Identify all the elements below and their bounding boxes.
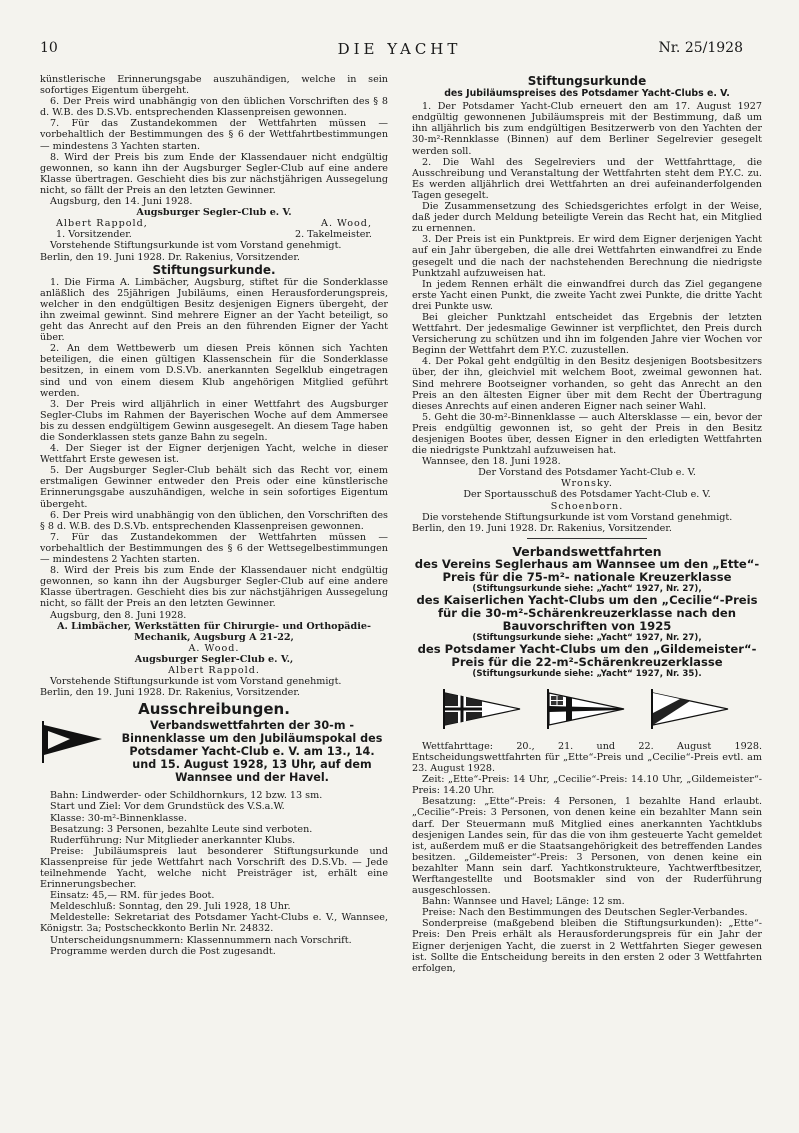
date-line: Augsburg, den 14. Juni 1928. [50,196,193,208]
signature: Schoenborn. [550,500,624,512]
board-line: Der Vorstand des Potsdamer Yacht-Club e. V. [478,467,696,479]
paragraph: 7. Für das Zustandekommen der Wettfahrten müssen — vorbehaltlich der Bestimmungen des § 6 der Wettfahrtbestimmungen — mindestens 3 Yachten starten. [40,118,388,152]
signature-roles [40,229,388,240]
paragraph: 2. Die Wahl des Segelreviers und der Wettfahrttage, die Ausschreibung und Veranstaltung der Wettfahrten steht dem P.Y.C. zu. Es werden alljährlich drei Wettfahrten an drei aufeinanderfolgenden Tagen gesegelt. [412,156,762,201]
paragraph: 5. Geht die 30-m²-Binnenklasse — auch Altersklasse — ein, bevor der Preis endgültig gewonnen ist, so geht der Preis in den Besitz desjenigen Bootes über, dessen Eigner in den erledigten Wettfahrten die niedrigste Punktzahl aufzuweisen hat. [412,411,762,457]
date-line: Wannsee, den 18. Juni 1928. [422,456,561,468]
divider [527,538,647,539]
section-heading: Stiftungsurkunde. [152,262,276,277]
paragraph: 3. Der Preis wird alljährlich in einer Wettfahrt des Augsburger Segler-Clubs im Rahmen der Bayerischen Woche auf dem Ammersee bis zu dessen endgültigem Gewinn ausgesegelt. An diesem Tage haben die Sonderklassen stets ganze Bahn zu segeln. [40,398,388,443]
club-name: Augsburger Segler-Club e. V. [136,207,292,219]
firm-name: A. Limbächer, Werkstätten für Chirurgie- und Orthopädie-Mechanik, Augsburg A 21-22, [57,620,371,643]
announcement-item: Unterscheidungsnummern: Klassennummern nach Vorschrift. [50,934,352,946]
approval-note: Die vorstehende Stiftungsurkunde ist vom Vorstand genehmigt. [422,511,733,523]
race-heading: des Vereins Seglerhaus am Wannsee um den „Ette“-Preis für die 75-m²- nationale Kreuzerklasse [414,556,760,584]
page-number: 10 [40,40,58,56]
announcement-item: Einsatz: 45,— RM. für jedes Boot. [50,890,215,902]
approval-date: Berlin, den 19. Juni 1928. Dr. Rakenius, Vorsitzender. [40,687,300,699]
signature-right: A. Wood, [321,218,372,230]
approval-date: Berlin, den 19. Juni 1928. Dr. Rakenius, Vorsitzender. [40,251,300,263]
announcement-item: Preise: Nach den Bestimmungen des Deutschen Segler-Verbandes. [422,907,748,919]
announcement-item: Ruderführung: Nur Mitglieder anerkannter Klubs. [50,834,296,846]
paragraph: 4. Der Pokal geht endgültig in den Besitz desjenigen Bootsbesitzers über, der ihn, gleichviel mit welchem Boot, zweimal gewonnen hat. Sind mehrere Bootseigner vorhanden, so geht das Anrecht an den Preis an den ältesten Eigner über mit dem Recht der Übertragung dieses Anrechts auf einen anderen Eigner nach seiner Wahl. [412,356,762,412]
role-right: 2. Takelmeister. [294,229,372,241]
paragraph: 3. Der Preis ist ein Punktpreis. Er wird dem Eigner derjenigen Yacht auf ein Jahr übergeben, die alle drei Wettfahrten einwandfrei zu Ende gesegelt und die nach der nachstehenden Berechnung die niedrigste Punktzahl aufzuweisen hat. [412,234,762,279]
approval-date: Berlin, den 19. Juni 1928. Dr. Rakenius, Vorsitzender. [412,522,672,534]
paragraph: 5. Der Augsburger Segler-Club behält sich das Recht vor, einem erstmaligen Gewinner entweder den Preis oder eine künstlerische Erinnerungsgabe auszuhändigen, welche in sein sofortiges Eigentum übergeht. [40,465,388,510]
section-heading: Stiftungsurkunde [527,74,647,88]
club-name: Augsburger Segler-Club e. V., [134,653,294,665]
signature: Wronsky. [561,478,613,490]
announcement-item: Klasse: 30-m²-Binnenklasse. [50,812,187,824]
paragraph: 8. Wird der Preis bis zum Ende der Klassendauer nicht endgültig gewonnen, so kann ihn der Augsburger Segler-Club auf eine andere Klasse übertragen. Geschieht dies bis zur nächstjährigen Aussegelung nicht, so fällt der Preis an den letzten Gewinner. [40,565,388,610]
race-heading: des Potsdamer Yacht-Clubs um den „Gildemeister“-Preis für die 22-m²-Schärenkreuzerklasse [417,641,757,669]
signature-left: Albert Rappold, [56,218,148,230]
approval-note: Vorstehende Stiftungsurkunde ist vom Vorstand genehmigt. [50,676,342,688]
club-flags [412,687,762,731]
imperial-pennant-icon [546,687,628,731]
issue-number: Nr. 25/1928 [658,40,743,56]
announcement-title: Verbandswettfahrten der 30-m -Binnenklasse um den Jubiläumspokal des Potsdamer Yacht-Club e. V. am 13., 14. und 15. August 1928, 13 Uhr, auf dem Wannsee und der Havel. [121,719,383,785]
reference-note: (Stiftungsurkunde siehe: „Yacht“ 1927, Nr. 27), [472,583,702,594]
paragraph: Die Zusammensetzung des Schiedsgerichtes erfolgt in der Weise, daß jeder durch Meldung beteiligte Verein das Recht hat, ein Mitglied zu ernennen. [412,201,762,235]
paragraph: 2. An dem Wettbewerb um diesen Preis können sich Yachten beteiligen, die einen gültigen Klassenschein für die Sonderklasse besitzen, in einem vom D.S.Vb. anerkannten Segelklub eingetragen sind und von einem diesem Klub angehörigen Mitglied geführt werden. [40,343,388,399]
paragraph: 4. Der Sieger ist der Eigner derjenigen Yacht, welche in dieser Wettfahrt Erste gewesen ist. [40,443,388,466]
role-left: 1. Vorsitzender. [56,229,132,241]
reference-note: (Stiftungsurkunde siehe: „Yacht“ 1927, Nr. 35). [472,668,702,679]
announcement-header [40,719,388,784]
announcement-item: Bahn: Lindwerder- oder Schildhornkurs, 12 bzw. 13 sm. [50,790,323,802]
paragraph: 6. Der Preis wird unabhängig von den üblichen Vorschriften des § 8 d. W.B. des D.S.Vb. entsprechenden Klassenpreisen gewonnen. [40,96,388,119]
paragraph: Bei gleicher Punktzahl entscheidet das Ergebnis der letzten Wettfahrt. Der jedesmalige Gewinner ist verpflichtet, den Preis durch Versicherung zu schützen und ihn im folgenden Jahre vier Wochen vor Beginn der Wettfahrt dem P.Y.C. zuzustellen. [412,311,762,357]
announcement-item: Meldeschluß: Sonntag, den 29. Juli 1928, 18 Uhr. [50,901,291,913]
paragraph: 6. Der Preis wird unabhängig von den üblichen, den Vorschriften des § 8 d. W.B. des D.S.Vb. entsprechenden Klassenpreisen gewonnen. [40,509,388,532]
paragraph: In jedem Rennen erhält die einwandfrei durch das Ziel gegangene erste Yacht einen Punkt, die zweite Yacht zwei Punkte, die dritte Yacht drei Punkte usw. [412,278,762,312]
right-column [412,74,762,1094]
announcement-item: Wettfahrttage: 20., 21. und 22. August 1928. Entscheidungswettfahrten für „Ette“-Preis und „Cecilie“-Preis evtl. am 23. August 1928. [412,740,762,775]
section-heading: Verbandswettfahrten [512,543,662,559]
announcement-item: Zeit: „Ette“-Preis: 14 Uhr, „Cecilie“-Preis: 14.10 Uhr, „Gildemeister“-Preis: 14.20 Uhr. [412,774,762,797]
reference-note: (Stiftungsurkunde siehe: „Yacht“ 1927, Nr. 27), [472,632,702,643]
club-pennant-icon [40,719,106,765]
section-heading: Ausschreibungen. [138,700,290,719]
paragraph: 7. Für das Zustandekommen der Wettfahrten müssen — vorbehaltlich der Bestimmungen des § 6 der Wettsegelbestimmungen — mindestens 2 Yachten starten. [40,531,388,566]
announcement-item: Besatzung: 3 Personen, bezahlte Leute sind verboten. [50,823,313,835]
signatures [40,218,388,229]
signature: A. Wood. [188,642,240,654]
date-line: Augsburg, den 8. Juni 1928. [50,609,187,621]
cross-pennant-icon [442,687,524,731]
paragraph: 8. Wird der Preis bis zum Ende der Klassendauer nicht endgültig gewonnen, so kann ihn der Augsburger Segler-Club auf eine andere Klasse übertragen. Geschieht dies bis zur nächstjährigen Aussegelung nicht, so fällt der Preis an den letzten Gewinner. [40,151,388,196]
announcement-item: Meldestelle: Sekretariat des Potsdamer Yacht-Clubs e. V., Wannsee, Königstr. 3a; Postscheckkonto Berlin Nr. 24832. [40,912,388,935]
section-subheading: des Jubiläumspreises des Potsdamer Yacht-Clubs e. V. [444,88,730,100]
diagonal-pennant-icon [650,687,732,731]
paragraph: 1. Die Firma A. Limbächer, Augsburg, stiftet für die Sonderklasse anläßlich des 25jährigen Jubiläums, einen Herausforderungspreis, welcher in den endgültigen Besitz desjenigen Eigners übergeht, der ihn zweimal gewinnt. Sind mehrere Eigner an der Yacht beteiligt, so geht das Anrecht auf den Preis an den führenden Eigner der Yacht über. [40,276,388,344]
committee-line: Der Sportausschuß des Potsdamer Yacht-Club e. V. [463,489,711,501]
paragraph: 1. Der Potsdamer Yacht-Club erneuert den am 17. August 1927 endgültig gewonnenen Jubiläumspreis mit der Bestimmung, daß um ihn alljährlich bis zum endgültigen Besitzerwerb von den Yachten der 30-m²-Rennklasse (Binnen) auf dem Berliner Segelrevier gesegelt werden soll. [412,101,762,157]
left-column [40,74,388,1094]
approval-note: Vorstehende Stiftungsurkunde ist vom Vorstand genehmigt. [50,240,342,252]
announcement-item: Bahn: Wannsee und Havel; Länge: 12 sm. [422,896,625,908]
magazine-title: DIE YACHT [337,40,462,58]
paragraph: künstlerische Erinnerungsgabe auszuhändigen, welche in sein sofortiges Eigentum übergeht. [40,74,388,97]
race-heading: des Kaiserlichen Yacht-Clubs um den „Cecilie“-Preis für die 30-m²-Schärenkreuzerklasse nach den Bauvorschriften von 1925 [416,592,758,633]
signature: Albert Rappold. [168,664,260,676]
announcement-item: Besatzung: „Ette“-Preis: 4 Personen, 1 bezahlte Hand erlaubt. „Cecilie“-Preis: 3 Personen, von denen keine ein bezahlter Mann sein darf. Der Steuermann muß Mitglied eines anerkannten Yachtklubs desjenigen Landes sein, für das die von ihm gesteuerte Yacht gemeldet ist, außerdem muß er die Staatsangehörigkeit des betreffenden Landes besitzen. „Gildemeister“-Preis: 3 Personen, von denen keine ein bezahlter Mann sein darf. Yachtkonstrukteure, Yachtwerftbesitzer, Werftangestellte und Bootsmakler sind von der Ruderführung ausgeschlossen. [412,796,762,897]
announcement-item: Start und Ziel: Vor dem Grundstück des V.S.a.W. [50,801,285,813]
announcement-item: Sonderpreise (maßgebend bleiben die Stiftungsurkunden): „Ette“-Preis: Den Preis erhält als Herausforderungspreis für ein Jahr der Eigner derjenigen Yacht, die zuerst in 2 Wettfahrten Sieger gewesen ist. Sollte die Entscheidung bereits in den ersten 2 oder 3 Wettfahrten erfolgen, [412,918,762,974]
announcement-item: Preise: Jubiläumspreis laut besonderer Stiftungsurkunde und Klassenpreise für jede Wettfahrt nach Vorschrift des D.S.Vb. — Jede teilnehmende Yacht, welche nicht Preisträger ist, erhält eine Erinnerungsbecher. [40,845,388,891]
announcement-item: Programme werden durch die Post zugesandt. [50,945,276,957]
